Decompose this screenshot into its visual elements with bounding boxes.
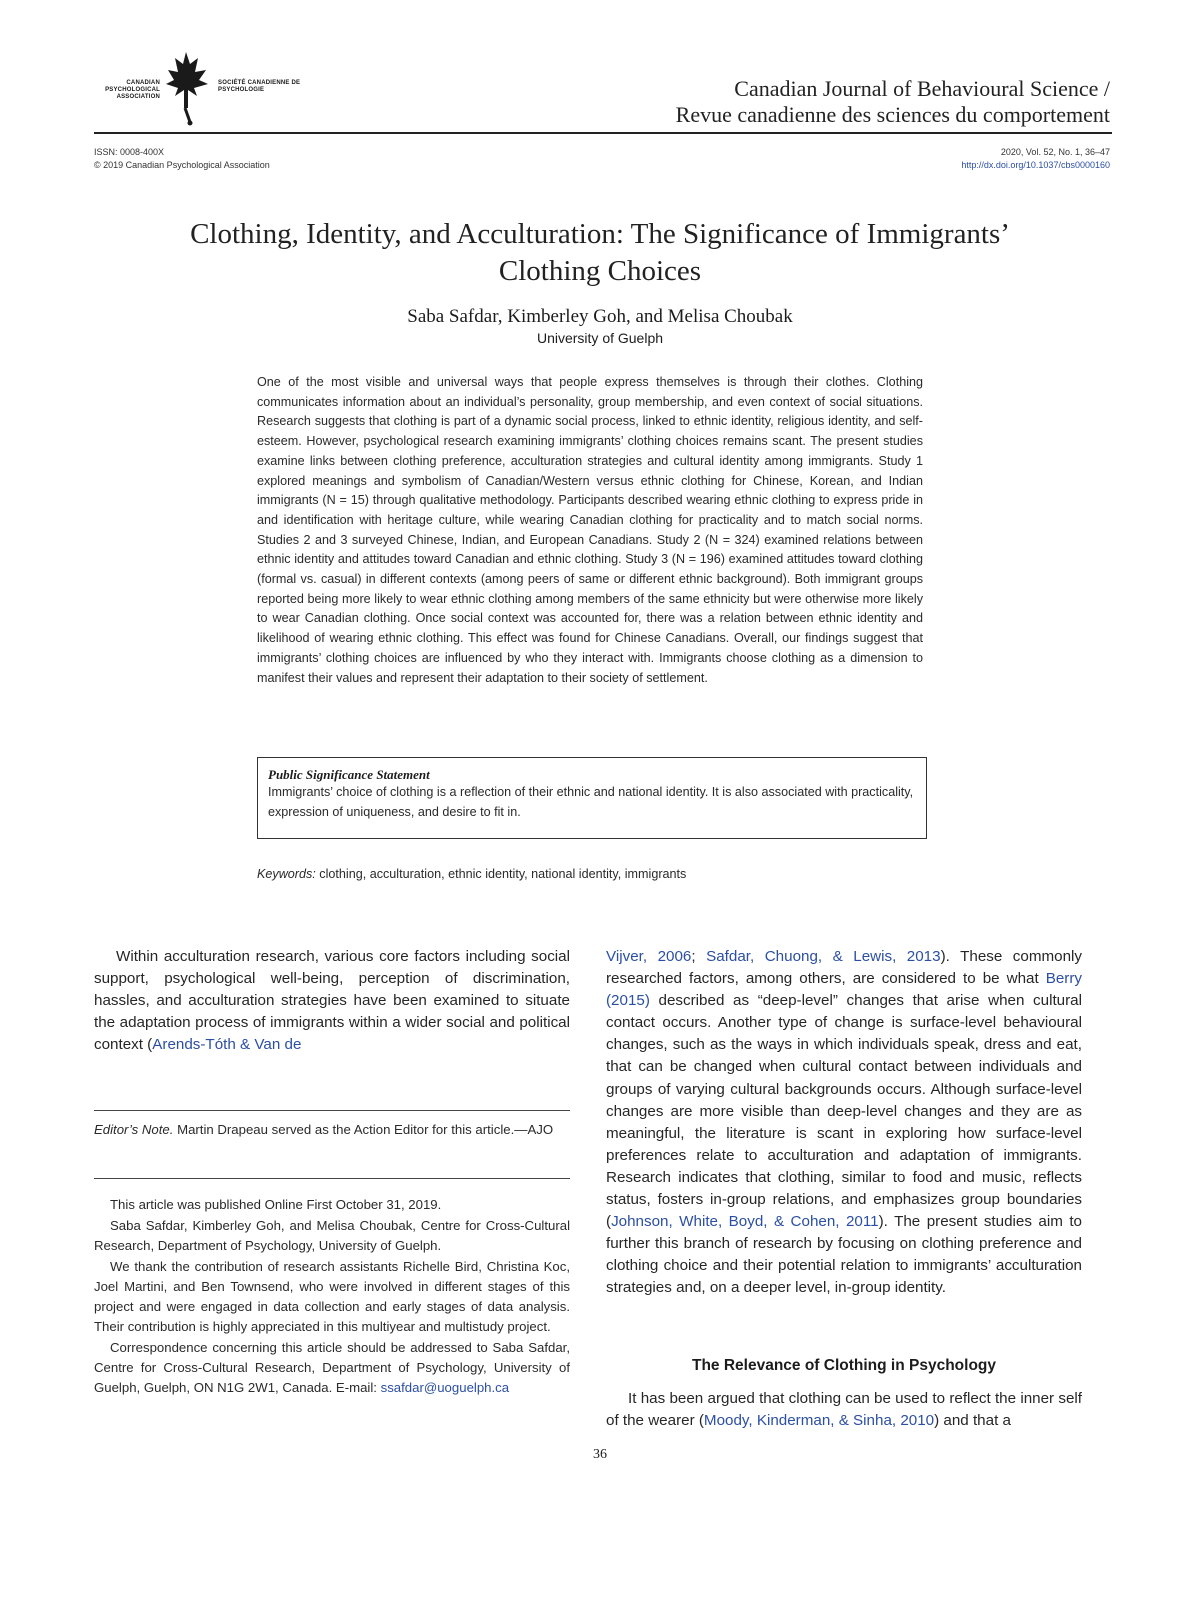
author-footnotes (94, 1195, 570, 1399)
section-heading: The Relevance of Clothing in Psychology (691, 1357, 997, 1374)
keywords-list: clothing, acculturation, ethnic identity, national identity, immigrants (319, 867, 687, 881)
footnote-affiliations: Saba Safdar, Kimberley Goh, and Melisa Choubak, Centre for Cross-Cultural Research, Department of Psychology, University of Guelph. (94, 1218, 570, 1253)
affiliation: University of Guelph (536, 330, 664, 346)
section-paragraph (606, 1388, 1082, 1432)
title-line-2: Clothing Choices (498, 255, 702, 287)
citation-separator: ; (691, 948, 707, 965)
body-text: ). These commonly researched factors, among others, are considered to be what (606, 948, 1082, 988)
cpa-logo (88, 50, 318, 130)
citation-link[interactable]: Berry (2015) (606, 970, 1082, 1010)
publication-meta-left (94, 146, 270, 172)
keywords-label: Keywords: (257, 867, 316, 881)
logo-right-text: SOCIÉTÉ CANADIENNE DE PSYCHOLOGIE (218, 80, 301, 93)
email-link[interactable]: ssafdar@uoguelph.ca (380, 1380, 510, 1395)
footnote-correspondence (94, 1338, 570, 1398)
correspondence-text: Correspondence concerning this article should be addressed to Saba Safdar, Centre for Cross-Cultural Research, Department of Psychology, University of Guelph, Guelph, ON N1G 2W1, Canada. E-mail: (94, 1340, 570, 1395)
footnote-acknowledgements: We thank the contribution of research assistants Richelle Bird, Christina Koc, Joel Martini, and Ben Townsend, who were involved in different stages of this project and were engaged in data collection and early stages of data analysis. Their contribution is highly appreciated in this multiyear and multistudy project. (94, 1259, 570, 1334)
copyright: © 2019 Canadian Psychological Association (94, 160, 270, 170)
public-significance-heading: Public Significance Statement (268, 767, 430, 782)
page-number: 36 (593, 1447, 607, 1462)
issn: ISSN: 0008-400X (94, 147, 165, 157)
editor-note (94, 1120, 570, 1140)
citation-link[interactable]: Vijver, 2006 (606, 948, 692, 965)
intro-paragraph-right (606, 946, 1082, 1300)
public-significance-text: Immigrants’ choice of clothing is a reflection of their ethnic and national identity. It is also associated with practicality, expression of uniqueness, and desire to fit in. (268, 785, 914, 819)
body-left-column (94, 946, 570, 1056)
body-text: It has been argued that clothing can be used to reflect the inner self of the wearer ( (606, 1390, 1082, 1430)
journal-name (676, 76, 1110, 128)
logo-left-text: CANADIAN PSYCHOLOGICAL ASSOCIATION (105, 80, 160, 100)
footnote-published: This article was published Online First October 31, 2019. (110, 1197, 442, 1212)
journal-name-en: Canadian Journal of Behavioural Science / (734, 76, 1110, 101)
body-right-column (606, 946, 1082, 1300)
editor-note-label: Editor’s Note. (94, 1122, 174, 1137)
intro-paragraph-left (94, 946, 570, 1056)
abstract: One of the most visible and universal ways that people express themselves is through their clothes. Clothing communicates information about an individual’s personality, group membership, and even context of social situations. Research suggests that clothing is part of a dynamic social process, linked to ethnic identity, religious identity, and self-esteem. However, psychological research examining immigrants’ clothing choices remains scant. The present studies examine links between clothing preference, acculturation strategies and cultural identity among immigrants. Study 1 explored meanings and symbolism of Canadian/Western versus ethnic clothing for Chinese, Korean, and Indian immigrants (N = 15) through qualitative methodology. Participants described wearing ethnic clothing to express pride in and identification with heritage culture, while wearing Canadian clothing for practicality and to match social norms. Studies 2 and 3 surveyed Chinese, Indian, and European Canadians. Study 2 (N = 324) examined relations between ethnic identity and attitudes toward Canadian and ethnic clothing. Study 3 (N = 196) examined attitudes toward clothing (formal vs. casual) in different contexts (among peers of same or different ethnic background). Both immigrant groups reported being more likely to wear ethnic clothing among members of the same ethnicity but were otherwise more likely to wear Canadian clothing. Once social context was accounted for, there was a relation between ethnic identity and likelihood of wearing ethnic clothing. This effect was found for Chinese Canadians. Overall, our findings suggest that immigrants’ clothing choices are influenced by who they interact with. Immigrants choose clothing as a dimension to manifest their values and represent their adaptation to their society of settlement. (257, 375, 923, 685)
keywords (257, 866, 686, 883)
citation-link[interactable]: Johnson, White, Boyd, & Cohen, 2011 (611, 1213, 879, 1231)
body-text: ) and that a (934, 1412, 1011, 1430)
citation-link[interactable]: Moody, Kinderman, & Sinha, 2010 (703, 1412, 935, 1430)
article-title (100, 216, 1100, 290)
doi-link[interactable]: http://dx.doi.org/10.1037/cbs0000160 (961, 160, 1110, 170)
note-rule-top (94, 1110, 570, 1111)
header-rule (94, 132, 1112, 134)
journal-name-fr: Revue canadienne des sciences du comportement (675, 102, 1110, 127)
public-significance-box (257, 757, 927, 839)
maple-leaf-icon (164, 50, 212, 126)
publication-meta-right (961, 146, 1110, 172)
note-rule-bottom (94, 1178, 570, 1179)
authors: Saba Safdar, Kimberley Goh, and Melisa Choubak (407, 306, 793, 327)
intro-text: Within acculturation research, various core factors including social support, psychological well-being, perception of discrimination, hassles, and acculturation strategies have been examined to situate the adaptation process of immigrants within a wider social and political context ( (94, 948, 570, 1054)
editor-note-text: Martin Drapeau served as the Action Editor for this article.—AJO (173, 1122, 554, 1137)
title-line-1: Clothing, Identity, and Acculturation: The Significance of Immigrants’ (190, 218, 1010, 250)
volume-info: 2020, Vol. 52, No. 1, 36–47 (1000, 147, 1110, 157)
body-text: ). The present studies aim to further this branch of research by focusing on clothing preference and clothing choice and their potential relation to immigrants’ acculturation strategies and, on a deeper level, in-group identity. (606, 1213, 1082, 1297)
citation-link[interactable]: Arends-Tóth & Van de (152, 1036, 302, 1054)
body-text: described as “deep-level” changes that arise when cultural contact occurs. Another type of change is surface-level behavioural changes, such as the ways in which individuals speak, dress and eat, that can be changed when cultural contact between individuals and groups of varying cultural backgrounds occurs. Although surface-level changes are more visible than deep-level changes and they are as meaningful, the literature is scant in exploring how surface-level preferences relate to acculturation and adaptation of immigrants. Research indicates that clothing, similar to food and music, reflects status, fosters in-group relations, and emphasizes group boundaries ( (606, 992, 1082, 1231)
citation-link[interactable]: Safdar, Chuong, & Lewis, 2013 (706, 948, 941, 965)
